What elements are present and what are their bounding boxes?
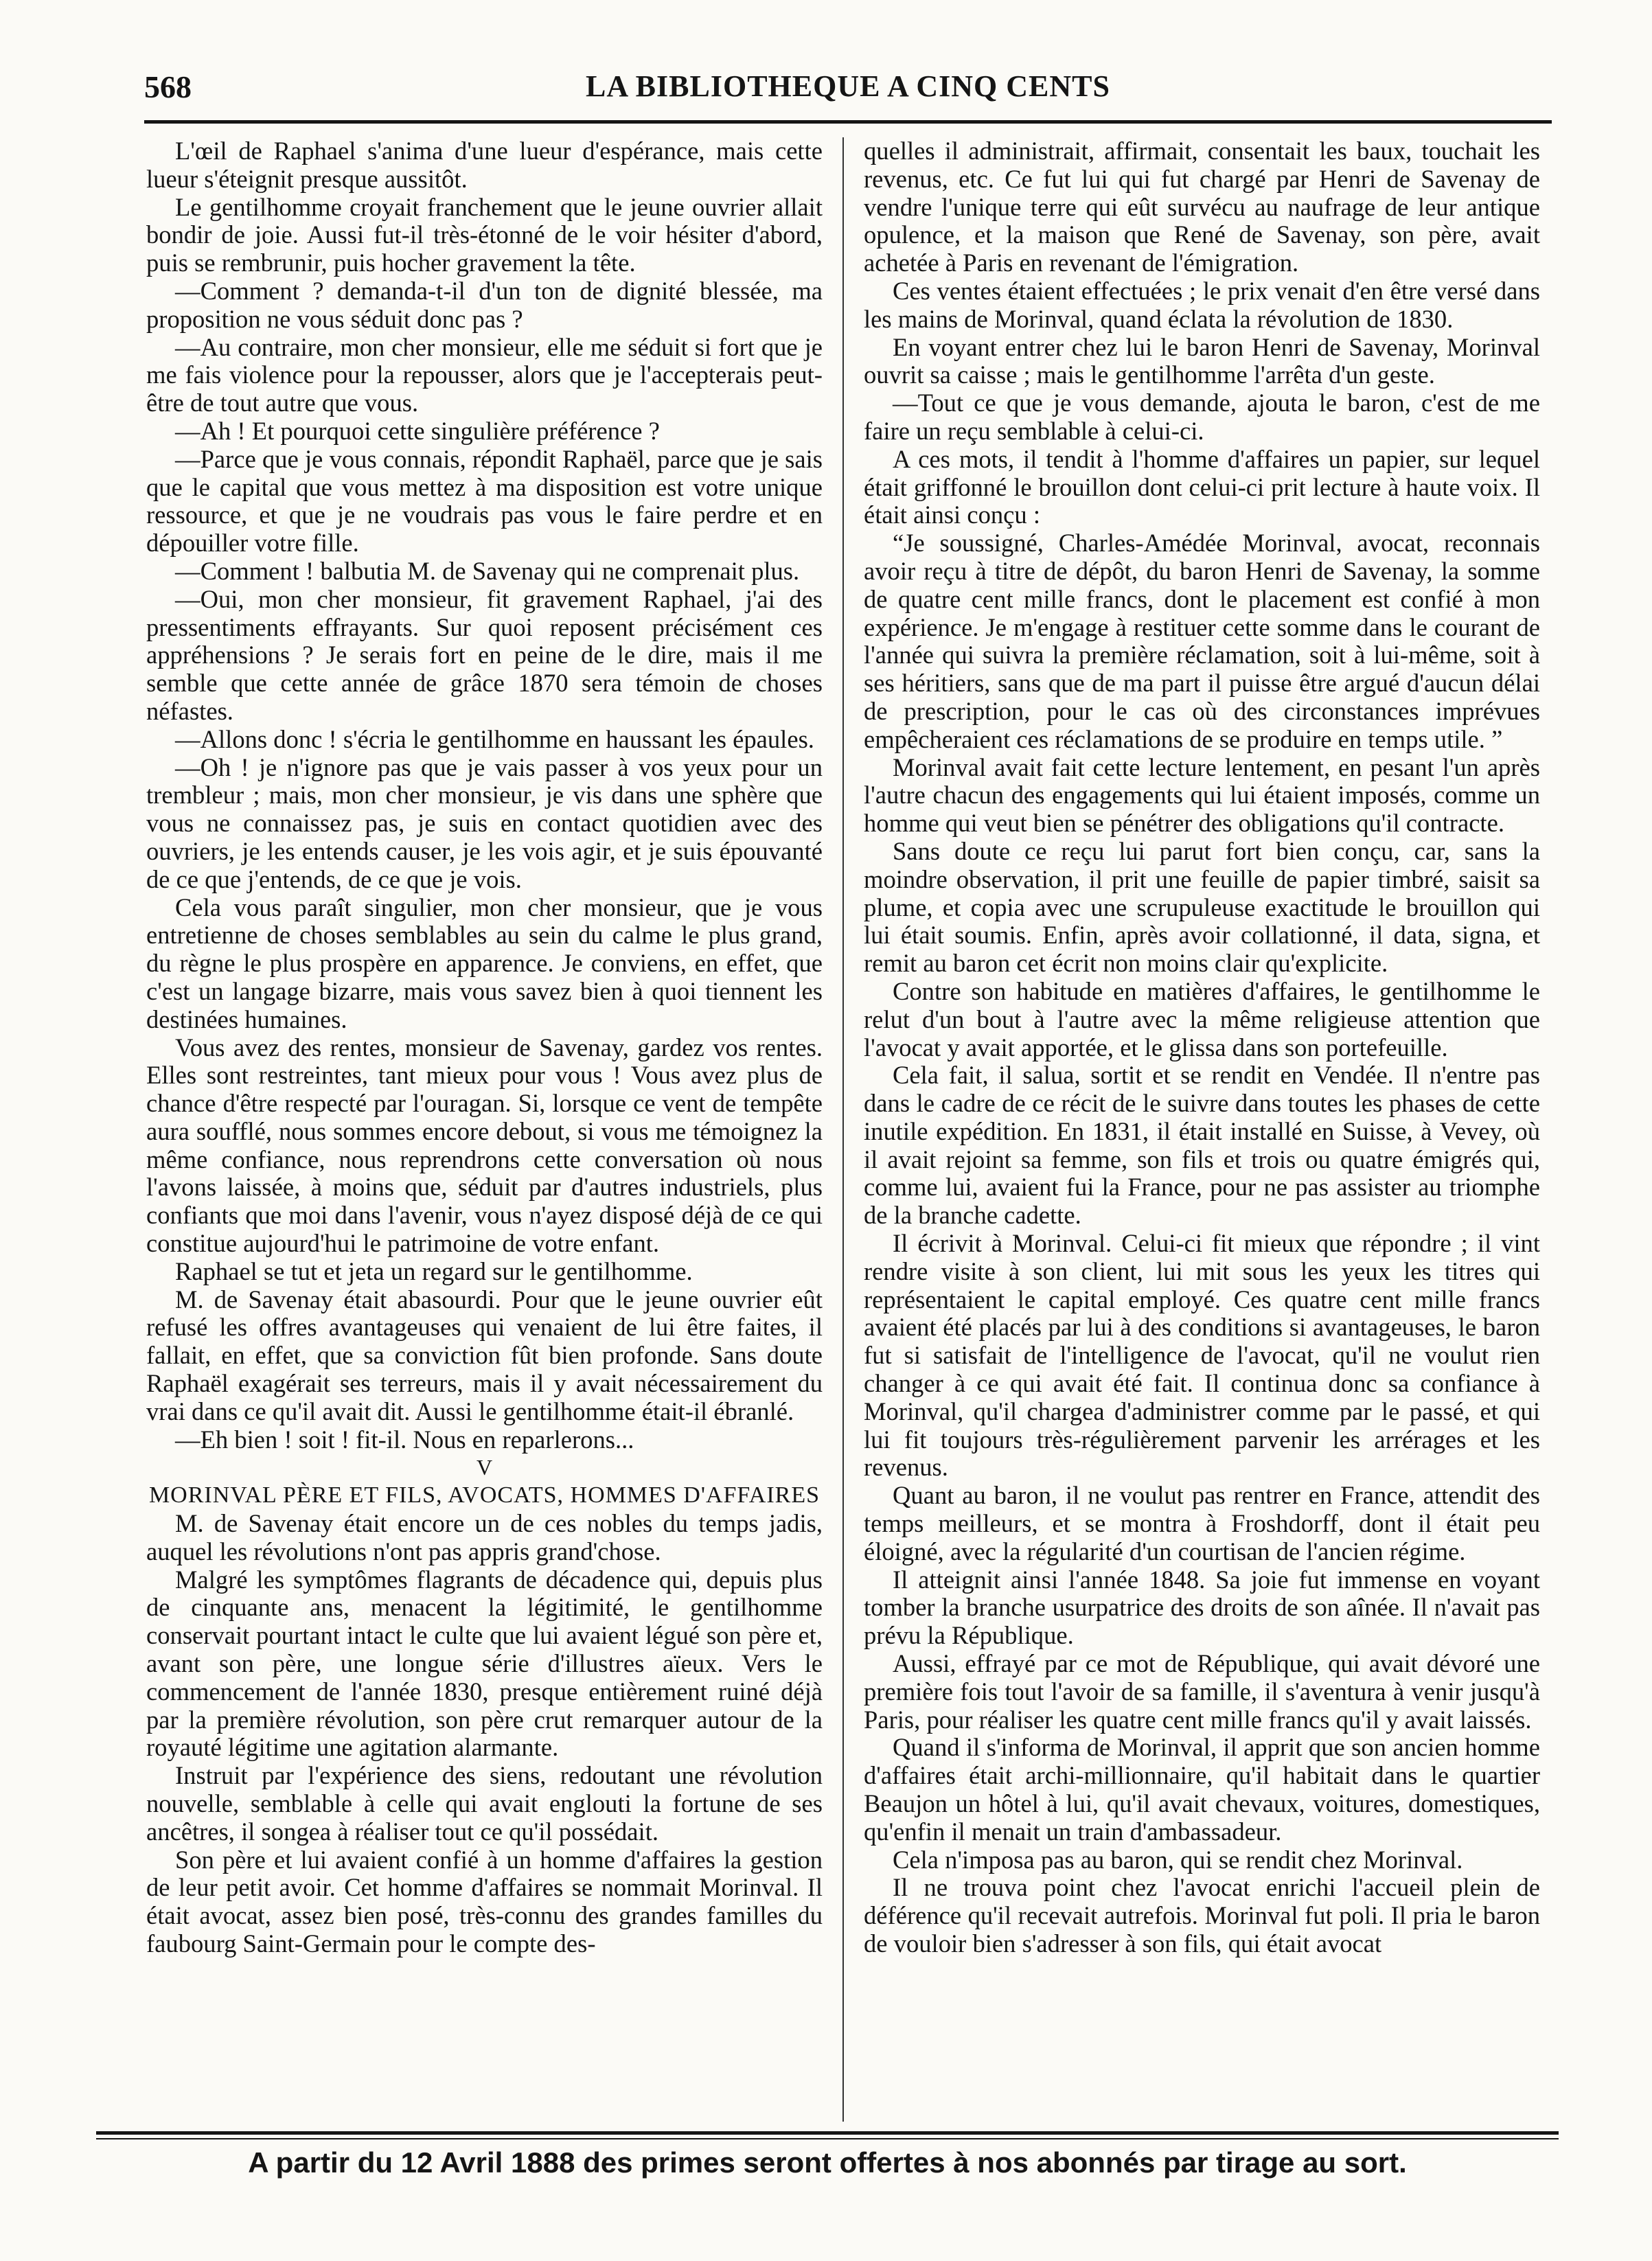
paragraph: Son père et lui avaient confié à un homme d'affaires la gestion de leur petit avoir. Cet homme d'affaires se nommait Morinval. Il était avocat, assez bien posé, très-connu des grandes familles du faubourg Saint-Germain pour le compte des- — [146, 1845, 823, 1958]
paragraph: M. de Savenay était abasourdi. Pour que le jeune ouvrier eût refusé les offres avantageuses qui venaient de lui être faites, il fallait, en effet, que sa conviction fût bien profonde. Sans doute Raphaël exagérait ses terreurs, mais il y avait nécessairement du vrai dans ce qu'il avait dit. Aussi le gentilhomme était-il ébranlé. — [146, 1285, 823, 1425]
paragraph: Aussi, effrayé par ce mot de République, qui avait dévoré une première fois tout l'avoir de sa famille, il s'aventura à venir jusqu'à Paris, pour réaliser les quatre cent mille francs qu'il y avait laissés. — [864, 1649, 1540, 1734]
paragraph: Sans doute ce reçu lui parut fort bien conçu, car, sans la moindre observation, il prit une feuille de papier timbré, saisit sa plume, et copia avec une scrupuleuse exactitude le brouillon qui lui était soumis. Enfin, après avoir collationné, il data, signa, et remit au baron cet écrit non moins clair qu'explicite. — [864, 836, 1540, 978]
paragraph: Morinval avait fait cette lecture lentement, en pesant l'un après l'autre chacun des engagements qui lui étaient imposés, comme un homme qui veut bien se pénétrer des obligations qu'il contracte. — [864, 753, 1540, 838]
paragraph: Il écrivit à Morinval. Celui-ci fit mieux que répondre ; il vint rendre visite à son client, lui mit sous les yeux les titres qui représentaient le capital employé. Ces quatre cent mille francs avaient été placés par lui à des conditions si avantageuses, le baron fut si satisfait de l'intelligence de l'avocat, qu'il ne voulut rien changer à ce qui avait été fait. Il continua donc sa confiance à Morinval, qu'il chargea d'administrer comme par le passé, et qui lui fit toujours très-régulièrement parvenir les arrérages et les revenus. — [864, 1229, 1540, 1482]
paragraph: —Comment ? demanda-t-il d'un ton de dignité blessée, ma proposition ne vous séduit donc pas ? — [146, 276, 823, 333]
column-rule — [842, 137, 844, 2122]
footer-notice: A partir du 12 Avril 1888 des primes seront offertes à nos abonnés par tirage au sort. — [248, 2146, 1407, 2179]
running-title: LA BIBLIOTHEQUE A CINQ CENTS — [585, 69, 1110, 103]
paragraph: Quand il s'informa de Morinval, il apprit que son ancien homme d'affaires était archi-millionnaire, qu'il habitait dans le quartier Beaujon un hôtel à lui, qu'il avait chevaux, voitures, domestiques, qu'enfin il menait un train d'ambassadeur. — [864, 1733, 1540, 1846]
paragraph: —Ah ! Et pourquoi cette singulière préférence ? — [175, 416, 660, 445]
paragraph: Il ne trouva point chez l'avocat enrichi l'accueil plein de déférence qu'il recevait autrefois. Morinval fut poli. Il pria le baron de vouloir bien s'adresser à son fils, qui était avocat — [864, 1873, 1540, 1958]
paragraph: Le gentilhomme croyait franchement que le jeune ouvrier allait bondir de joie. Aussi fut-il très-étonné de le voir hésiter d'abord, puis se rembrunir, puis hocher gravement la tête. — [146, 192, 823, 277]
paragraph: —Comment ! balbutia M. de Savenay qui ne comprenait plus. — [175, 556, 800, 585]
paragraph: M. de Savenay était encore un de ces nobles du temps jadis, auquel les révolutions n'ont pas appris grand'chose. — [146, 1509, 823, 1565]
left-column — [146, 137, 823, 2122]
paragraph: A ces mots, il tendit à l'homme d'affaires un papier, sur lequel était griffonné le brouillon dont celui-ci prit lecture à haute voix. Il était ainsi conçu : — [864, 444, 1540, 529]
paragraph: Cela n'imposa pas au baron, qui se rendit chez Morinval. — [893, 1845, 1463, 1874]
footer-rule-thin — [96, 2138, 1559, 2139]
right-column — [864, 137, 1540, 2122]
paragraph: L'œil de Raphael s'anima d'une lueur d'espérance, mais cette lueur s'éteignit presque aussitôt. — [146, 137, 823, 193]
paragraph: —Allons donc ! s'écria le gentilhomme en haussant les épaules. — [175, 724, 814, 753]
paragraph: “Je soussigné, Charles-Amédée Morinval, avocat, reconnais avoir reçu à titre de dépôt, du baron Henri de Savenay, la somme de quatre cent mille francs, dont le placement est confié à mon expérience. Je m'engage à restituer cette somme dans le courant de l'année qui suivra la première réclamation, soit à lui-même, soit à ses héritiers, sans que de ma part il puisse être argué d'aucun délai de prescription, pour le cas où des circonstances imprévues empêcheraient ces réclamations de se produire en temps utile. ” — [864, 529, 1540, 753]
paragraph: Cela vous paraît singulier, mon cher monsieur, que je vous entretienne de choses semblables au sein du calme le plus grand, du règne le plus prospère en apparence. Je conviens, en effet, que c'est un langage bizarre, mais vous savez bien à quoi tiennent les destinées humaines. — [146, 893, 823, 1033]
paragraph: —Oui, mon cher monsieur, fit gravement Raphael, j'ai des pressentiments effrayants. Sur quoi reposent précisément ces appréhensions ? Je serais fort en peine de le dire, mais il me semble que cette année de grâce 1870 sera témoin de choses néfastes. — [146, 584, 823, 725]
paragraph: Vous avez des rentes, monsieur de Savenay, gardez vos rentes. Elles sont restreintes, tant mieux pour vous ! Vous avez plus de chance d'être respecté par l'ouragan. Si, lorsque ce vent de tempête aura soufflé, nous sommes encore debout, si vous me témoignez la même confiance, nous reprendrons cette conversation où nous l'avons laissée, à moins que, séduit par d'autres industriels, plus confiants que moi dans l'avenir, vous n'ayez disposé déjà de ce qui constitue aujourd'hui le patrimoine de votre enfant. — [146, 1033, 823, 1258]
section-title: MORINVAL PÈRE ET FILS, AVOCATS, HOMMES D'AFFAIRES — [148, 1482, 821, 1508]
paragraph: quelles il administrait, affirmait, consentait les baux, touchait les revenus, etc. Ce fut lui qui fut chargé par Henri de Savenay de vendre l'unique terre qui eût survécu au naufrage de leur antique opulence, et la maison que René de Savenay, son père, avait achetée à Paris en revenant de l'émigration. — [864, 137, 1540, 277]
page-number: 568 — [144, 69, 192, 104]
paragraph: Instruit par l'expérience des siens, redoutant une révolution nouvelle, semblable à celle qui avait englouti la fortune de ses ancêtres, il songea à réaliser tout ce qu'il possédait. — [146, 1761, 823, 1846]
paragraph: Malgré les symptômes flagrants de décadence qui, depuis plus de cinquante ans, menacent la légitimité, le gentilhomme conservait pourtant intact le culte que lui avaient légué son père et, avant son père, une longue série d'illustres aïeux. Vers le commencement de l'année 1830, presque entièrement ruiné déjà par la première révolution, son père crut remarquer autour de la royauté légitime une agitation alarmante. — [146, 1565, 823, 1762]
section-number: V — [476, 1455, 493, 1480]
paragraph: Ces ventes étaient effectuées ; le prix venait d'en être versé dans les mains de Morinval, quand éclata la révolution de 1830. — [864, 276, 1540, 333]
paragraph: Quant au baron, il ne voulut pas rentrer en France, attendit des temps meilleurs, et se montra à Froshdorff, dont il était peu éloigné, avec la régularité d'un courtisan de l'ancien régime. — [864, 1481, 1540, 1565]
paragraph: Raphael se tut et jeta un regard sur le gentilhomme. — [175, 1256, 693, 1285]
paragraph: Il atteignit ainsi l'année 1848. Sa joie fut immense en voyant tomber la branche usurpatrice des droits de son aînée. Il n'avait pas prévu la République. — [864, 1565, 1540, 1650]
page-header — [144, 69, 1552, 117]
paragraph: —Eh bien ! soit ! fit-il. Nous en reparlerons... — [175, 1425, 634, 1454]
paragraph: —Oh ! je n'ignore pas que je vais passer à vos yeux pour un trembleur ; mais, mon cher monsieur, je vis dans une sphère que vous ne connaissez pas, je suis en contact quotidien avec des ouvriers, je les entends causer, je les vois agir, et je suis épouvanté de ce que j'entends, de ce que je vois. — [146, 753, 823, 893]
paragraph: Cela fait, il salua, sortit et se rendit en Vendée. Il n'entre pas dans le cadre de ce récit de le suivre dans toutes les phases de cette inutile expédition. En 1831, il était installé en Suisse, à Vevey, où il avait rejoint sa femme, son fils et trois ou quatre émigrés qui, comme lui, avaient fui la France, pour ne pas assister au triomphe de la branche cadette. — [864, 1061, 1540, 1230]
paragraph: —Parce que je vous connais, répondit Raphaël, parce que je sais que le capital que vous mettez à ma disposition est votre unique ressource, et que je ne voudrais pas vous le faire perdre et en dépouiller votre fille. — [146, 444, 823, 558]
paragraph: —Au contraire, mon cher monsieur, elle me séduit si fort que je me fais violence pour la repousser, alors que je l'accepterais peut-être de tout autre que vous. — [146, 332, 823, 417]
footer-rule — [96, 2131, 1559, 2135]
paragraph: En voyant entrer chez lui le baron Henri de Savenay, Morinval ouvrit sa caisse ; mais le gentilhomme l'arrêta d'un geste. — [864, 332, 1540, 389]
header-rule — [144, 120, 1552, 124]
paragraph: —Tout ce que je vous demande, ajouta le baron, c'est de me faire un reçu semblable à celui-ci. — [864, 389, 1540, 445]
paragraph: Contre son habitude en matières d'affaires, le gentilhomme le relut d'un bout à l'autre avec la même religieuse attention que l'avocat y avait apportée, et le glissa dans son portefeuille. — [864, 976, 1540, 1061]
